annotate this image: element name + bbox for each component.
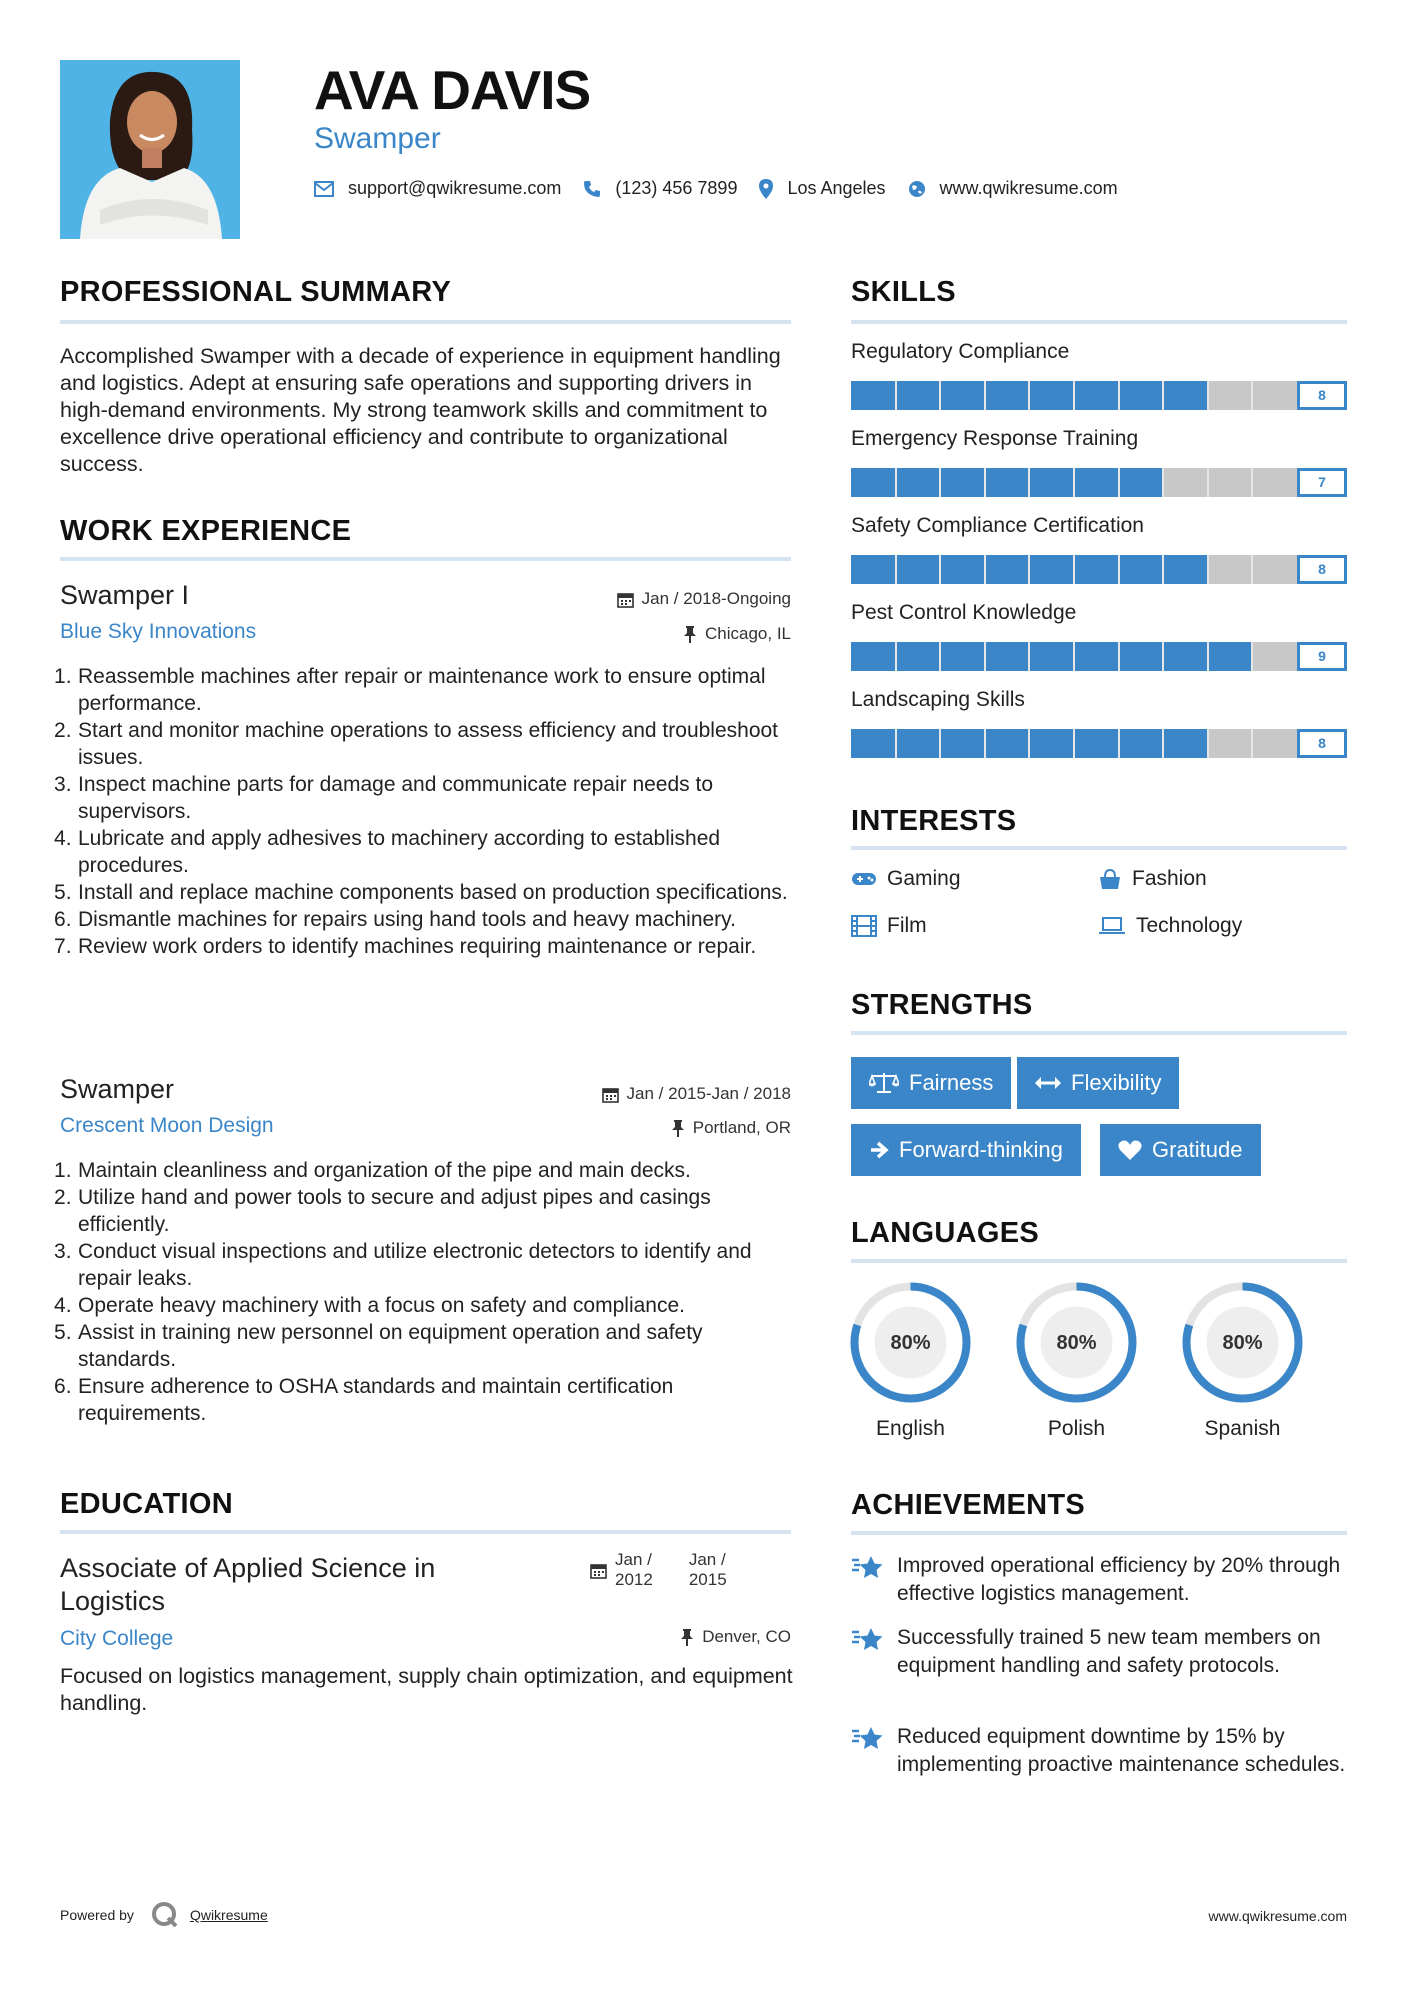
skill-bar-divider <box>984 468 986 497</box>
degree-line-1: Associate of Applied Science in <box>60 1553 436 1583</box>
experience-heading: WORK EXPERIENCE <box>60 515 352 547</box>
strength-label: Flexibility <box>1071 1070 1162 1095</box>
skill-bar-divider <box>1073 729 1075 758</box>
skill-bar-divider <box>895 555 897 584</box>
contact-phone-text: (123) 456 7899 <box>615 178 738 198</box>
duty-item: Reassemble machines after repair or maintenance work to ensure optimal performance. <box>78 665 766 715</box>
skill-bar-divider <box>1251 468 1253 497</box>
education-location-text: Denver, CO <box>702 1627 791 1646</box>
qwikresume-logo-icon <box>150 1900 180 1930</box>
duty-item: Start and monitor machine operations to assess efficiency and troubleshoot issues. <box>78 719 779 769</box>
skill-bar-divider <box>1251 555 1253 584</box>
skills-heading: SKILLS <box>851 276 956 308</box>
skill-bar-divider <box>939 642 941 671</box>
footer-brand <box>60 1900 268 1930</box>
skill-bar-divider <box>895 729 897 758</box>
skill-bar-divider <box>1118 468 1120 497</box>
skill-bar-divider <box>895 642 897 671</box>
skill-bar-divider <box>1028 381 1030 410</box>
duty-item: Ensure adherence to OSHA standards and maintain certification requirements. <box>78 1375 674 1425</box>
interest-technology <box>1098 914 1242 938</box>
interest-label: Gaming <box>887 867 961 890</box>
arrow-right-icon <box>869 1140 889 1160</box>
duty-item: Utilize hand and power tools to secure and adjust pipes and casings efficiently. <box>78 1186 711 1236</box>
skill-bar-divider <box>1251 381 1253 410</box>
language-name: English <box>876 1417 945 1440</box>
interest-label: Fashion <box>1132 867 1207 890</box>
contact-website-text: www.qwikresume.com <box>939 178 1118 198</box>
skill-level: 8 <box>1297 729 1347 758</box>
skill-bar-divider <box>984 642 986 671</box>
duty-item: Conduct visual inspections and utilize electronic detectors to identify and repair leaks. <box>78 1240 752 1290</box>
skill-bar-divider <box>1118 642 1120 671</box>
skill-bar-divider <box>1251 729 1253 758</box>
contact-phone[interactable] <box>583 178 737 199</box>
job-duties <box>60 1157 800 1427</box>
degree-title <box>60 1552 435 1618</box>
duty-item: Install and replace machine components based on production specifications. <box>78 881 788 904</box>
duty-item: Inspect machine parts for damage and communicate repair needs to supervisors. <box>78 773 714 823</box>
skill-bar <box>851 381 1347 410</box>
skill-bar-divider <box>1028 642 1030 671</box>
job-dates <box>602 1084 791 1104</box>
languages-divider <box>851 1259 1347 1263</box>
contact-email[interactable] <box>314 178 561 199</box>
skill-label: Emergency Response Training <box>851 427 1139 450</box>
globe-icon <box>908 180 926 198</box>
pin-icon <box>680 1629 694 1646</box>
duty-item: Lubricate and apply adhesives to machinery according to established procedures. <box>78 827 721 877</box>
skill-bar-divider <box>1162 729 1164 758</box>
skill-bar-divider <box>939 381 941 410</box>
skill-bar-divider <box>1028 555 1030 584</box>
strengths-heading: STRENGTHS <box>851 989 1033 1021</box>
phone-icon <box>583 180 601 198</box>
skill-bar-divider <box>939 729 941 758</box>
achievement-text: Successfully trained 5 new team members on equipment handling and safety protocols. <box>897 1626 1321 1677</box>
interest-label: Film <box>887 914 927 937</box>
job-title: Swamper I <box>60 580 190 610</box>
strength-label: Fairness <box>909 1070 994 1095</box>
achievement-item <box>851 1552 1351 1608</box>
skills-divider <box>851 320 1347 324</box>
interest-fashion <box>1098 867 1207 891</box>
language-item <box>1014 1280 1139 1441</box>
strength-flexibility <box>1017 1057 1179 1109</box>
language-ring <box>1014 1280 1139 1405</box>
contact-location <box>759 178 885 199</box>
calendar-icon <box>590 1562 607 1579</box>
skill-bar-divider <box>1207 381 1209 410</box>
job-location <box>683 624 791 644</box>
start-month: Jan / <box>615 1550 652 1569</box>
skill-bar-divider <box>1118 729 1120 758</box>
start-year: 2012 <box>615 1570 653 1589</box>
envelope-icon <box>314 181 334 197</box>
skill-bar <box>851 468 1347 497</box>
heart-icon <box>1118 1140 1142 1161</box>
skill-level: 7 <box>1297 468 1347 497</box>
contact-bar <box>314 178 1140 199</box>
duty-item: Review work orders to identify machines requiring maintenance or repair. <box>78 935 757 958</box>
strength-gratitude <box>1100 1124 1261 1176</box>
achievement-text: Reduced equipment downtime by 15% by implementing proactive maintenance schedules. <box>897 1725 1346 1776</box>
interest-gaming <box>851 867 961 891</box>
skill-bar-divider <box>984 555 986 584</box>
skill-bar-divider <box>1207 555 1209 584</box>
duty-item: Dismantle machines for repairs using hand tools and heavy machinery. <box>78 908 736 931</box>
end-year: 2015 <box>688 1570 727 1589</box>
contact-email-text: support@qwikresume.com <box>348 178 562 198</box>
interests-heading: INTERESTS <box>851 805 1017 837</box>
duty-item: Maintain cleanliness and organization of the pipe and main decks. <box>78 1159 691 1182</box>
achievement-text: Improved operational efficiency by 20% through effective logistics management. <box>897 1554 1341 1605</box>
language-ring <box>1180 1280 1305 1405</box>
end-month: Jan / <box>688 1550 726 1569</box>
achievement-item <box>851 1723 1351 1779</box>
contact-website[interactable] <box>908 178 1118 199</box>
education-heading: EDUCATION <box>60 1488 233 1520</box>
brand-link[interactable]: Qwikresume <box>189 1907 268 1923</box>
education-start <box>615 1550 653 1590</box>
skill-bar-divider <box>1073 642 1075 671</box>
skill-label: Regulatory Compliance <box>851 340 1070 363</box>
achievements-divider <box>851 1531 1347 1535</box>
skill-bar-divider <box>1162 642 1164 671</box>
achievements-heading: ACHIEVEMENTS <box>851 1489 1086 1521</box>
skill-bar-divider <box>1207 468 1209 497</box>
skill-bar-divider <box>1207 642 1209 671</box>
experience-divider <box>60 557 791 561</box>
skill-label: Landscaping Skills <box>851 688 1025 711</box>
skill-bar <box>851 729 1347 758</box>
powered-by-text: Powered by <box>60 1907 134 1923</box>
school-name: City College <box>60 1627 174 1650</box>
language-percent: 80% <box>890 1332 931 1354</box>
skill-bar-divider <box>1118 381 1120 410</box>
skill-bar-divider <box>939 468 941 497</box>
star-icon <box>851 1725 883 1753</box>
duty-item: Operate heavy machinery with a focus on safety and compliance. <box>78 1294 685 1317</box>
strength-label: Forward-thinking <box>899 1137 1063 1162</box>
skill-bar-divider <box>939 555 941 584</box>
skill-label: Safety Compliance Certification <box>851 514 1144 537</box>
summary-heading: PROFESSIONAL SUMMARY <box>60 276 452 308</box>
education-description: Focused on logistics management, supply chain optimization, and equipment handling. <box>60 1664 793 1715</box>
skill-bar-fill <box>851 468 1163 497</box>
calendar-icon <box>602 1086 619 1103</box>
strength-forward-thinking <box>851 1124 1081 1176</box>
skill-bar-divider <box>984 381 986 410</box>
skill-bar-divider <box>1073 381 1075 410</box>
calendar-icon <box>617 591 634 608</box>
pin-icon <box>671 1120 685 1137</box>
star-icon <box>851 1626 883 1654</box>
job-location-text: Chicago, IL <box>705 624 791 643</box>
interest-label: Technology <box>1136 914 1243 937</box>
languages-heading: LANGUAGES <box>851 1217 1039 1249</box>
footer-website[interactable]: www.qwikresume.com <box>1208 1908 1347 1924</box>
language-name: Spanish <box>1204 1417 1281 1440</box>
balance-scale-icon <box>869 1072 899 1094</box>
skill-bar-divider <box>1028 729 1030 758</box>
duty-item: Assist in training new personnel on equipment operation and safety standards. <box>78 1321 703 1371</box>
candidate-title: Swamper <box>314 122 441 155</box>
strength-label: Gratitude <box>1152 1137 1243 1162</box>
skill-bar-divider <box>895 381 897 410</box>
job-company: Crescent Moon Design <box>60 1114 274 1137</box>
skill-bar-divider <box>1118 555 1120 584</box>
skill-bar-divider <box>895 468 897 497</box>
education-end <box>689 1550 727 1590</box>
job-location-text: Portland, OR <box>692 1118 791 1137</box>
language-item <box>1180 1280 1305 1441</box>
skill-bar <box>851 555 1347 584</box>
skill-bar-divider <box>1251 642 1253 671</box>
shopping-bag-icon <box>1098 868 1122 890</box>
star-icon <box>851 1554 883 1582</box>
contact-location-text: Los Angeles <box>787 178 886 198</box>
candidate-name: AVA DAVIS <box>314 59 591 121</box>
map-marker-icon <box>759 179 773 199</box>
skill-level: 9 <box>1297 642 1347 671</box>
interests-divider <box>851 846 1347 850</box>
skill-bar-divider <box>1207 729 1209 758</box>
skill-label: Pest Control Knowledge <box>851 601 1077 624</box>
film-icon <box>851 915 877 937</box>
job-title: Swamper <box>60 1074 175 1104</box>
arrows-horizontal-icon <box>1035 1076 1061 1090</box>
skill-level: 8 <box>1297 555 1347 584</box>
gamepad-icon <box>851 870 877 888</box>
job-duties <box>60 663 800 960</box>
education-location <box>680 1627 791 1647</box>
skill-bar-divider <box>1073 468 1075 497</box>
summary-divider <box>60 320 791 324</box>
skill-bar-fill <box>851 642 1252 671</box>
job-dates-text: Jan / 2015-Jan / 2018 <box>626 1084 791 1103</box>
strength-fairness <box>851 1057 1011 1109</box>
education-divider <box>60 1530 791 1534</box>
job-location <box>671 1118 791 1138</box>
job-dates <box>617 589 791 609</box>
skill-bar-divider <box>1162 555 1164 584</box>
job-company: Blue Sky Innovations <box>60 620 257 643</box>
job-dates-text: Jan / 2018-Ongoing <box>641 589 791 608</box>
skill-bar-divider <box>984 729 986 758</box>
degree-line-2: Logistics <box>60 1586 166 1616</box>
summary-text: Accomplished Swamper with a decade of experience in equipment handling and logistics. Adept at ensuring safe operations and supporting drivers in high-demand environments. My strong teamwork skills and commitment to excellence drive operational efficiency and contribute to organizational success. <box>60 344 781 476</box>
skill-bar-divider <box>1162 381 1164 410</box>
achievement-item <box>851 1624 1351 1680</box>
language-ring <box>848 1280 973 1405</box>
interest-film <box>851 914 927 938</box>
language-name: Polish <box>1047 1417 1106 1440</box>
language-percent: 80% <box>1222 1332 1263 1354</box>
skill-bar-divider <box>1028 468 1030 497</box>
profile-photo <box>60 60 240 239</box>
language-percent: 80% <box>1056 1332 1097 1354</box>
education-dates <box>590 1550 727 1590</box>
skill-bar-divider <box>1162 468 1164 497</box>
strengths-divider <box>851 1031 1347 1035</box>
pin-icon <box>683 626 697 643</box>
skill-bar-divider <box>1073 555 1075 584</box>
laptop-icon <box>1098 917 1126 935</box>
skill-level: 8 <box>1297 381 1347 410</box>
language-item <box>848 1280 973 1441</box>
skill-bar <box>851 642 1347 671</box>
